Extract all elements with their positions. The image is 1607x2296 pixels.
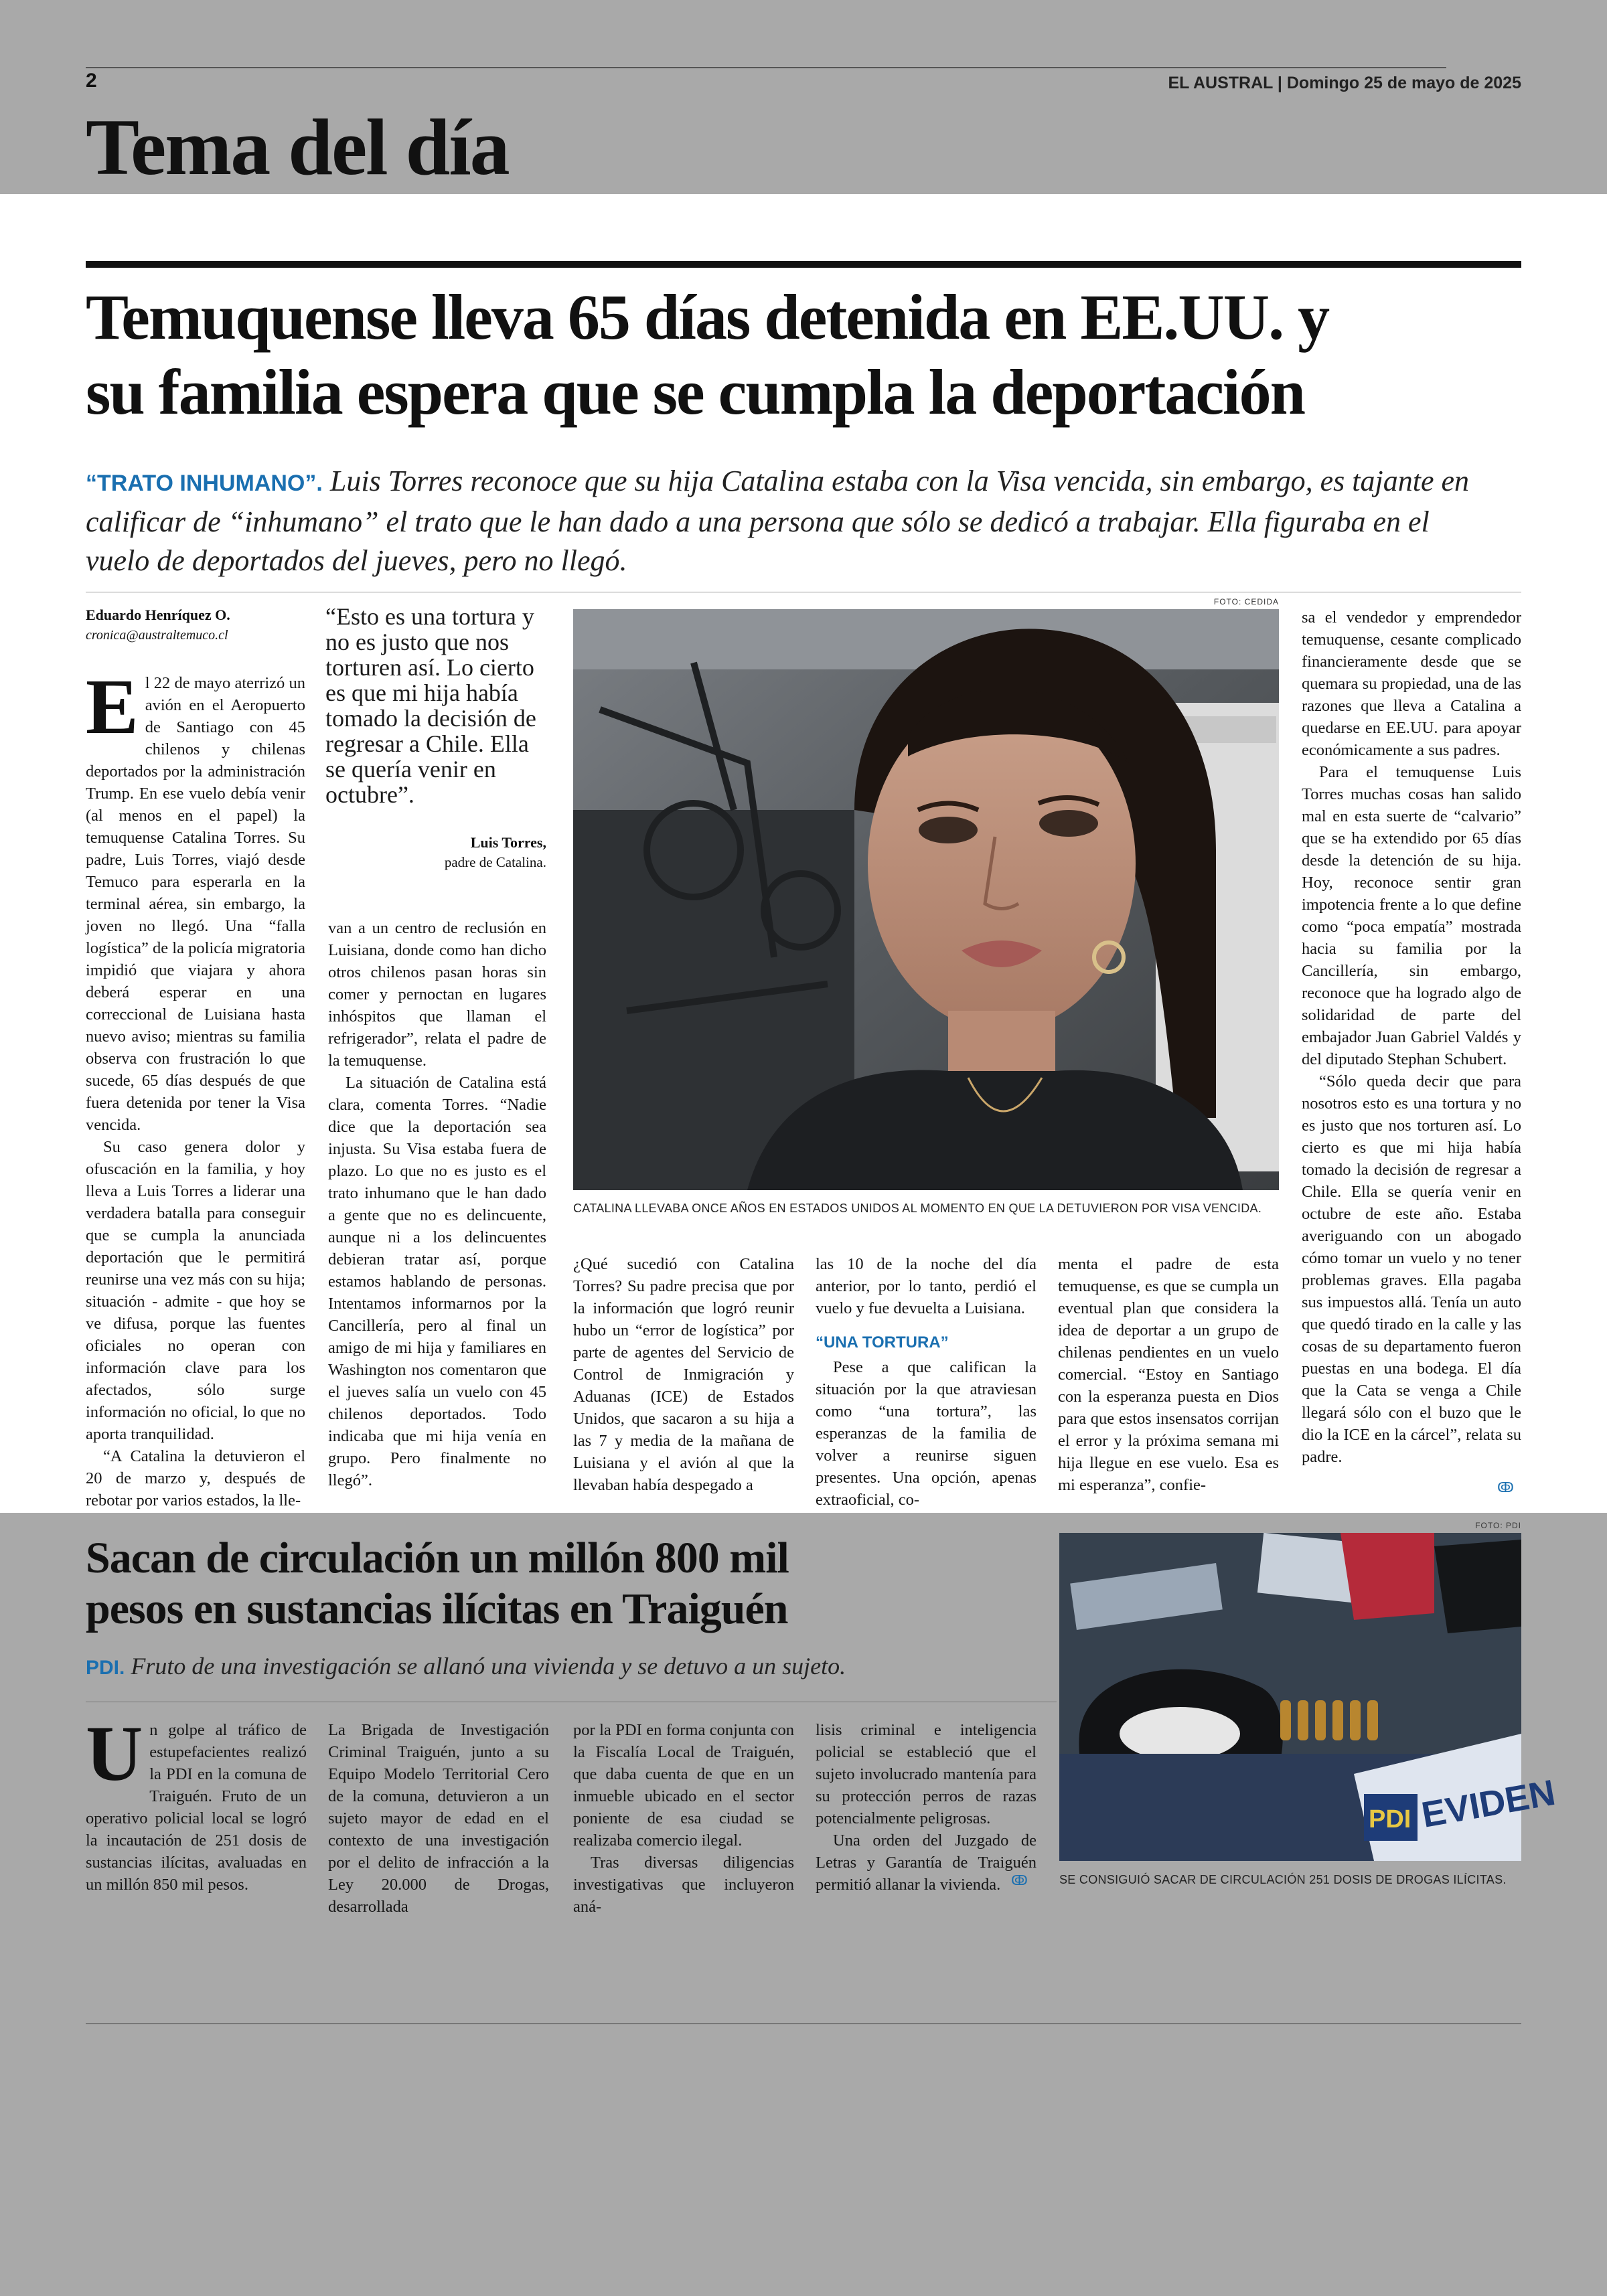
main-col2-p1: van a un centro de reclusión en Luisiana, donde como han dicho otros chilenos pasan horas sin comer y pernoctan en lugares inhóspitos que llaman el refrigerador”, relata el padre de la temuquense. <box>328 919 546 1070</box>
main-lead-text: Luis Torres reconoce que su hija Catalina estaba con la Visa vencida, sin embargo, es tajante en calificar de “inhumano” el trato que le han dado a una persona que sólo se dedicó a trabajar. Ella figuraba en el vuelo de deportados del jueves, pero no llegó. <box>86 465 1470 577</box>
second-col1-text: n golpe al tráfico de estupefacientes realizó la PDI en la comuna de Traiguén. Fruto de un operativo policial local se logró la incautación de 251 dosis de sustancias ilícitas, avaluadas en un millón 850 mil pesos. <box>86 1721 307 1894</box>
main-col4-subhead: “UNA TORTURA” <box>816 1333 949 1351</box>
main-headline-line1: Temuquense lleva 65 días detenida en EE.UU. y <box>86 281 1329 353</box>
main-col6-p3: “Sólo queda decir que para nosotros esto es una tortura y no es justo que nos torturen así. Lo cierto es que mi hija había tomado la decisión de regresar a Chile. Ella se quería venir en octubre de este año. Estaba averiguando con un abogado cómo tomar un vuelo y no tener problemas graves. Ella pagaba sus impuestos allá. Tenía un auto que quedó tirado en la calle y las cosas de su departamento fueron puestas en una bodega. El día que la Cata se venga a Chile llegará sólo con el buzo que le dio la ICE en la cárcel”, relata su padre. <box>1302 1072 1521 1466</box>
second-lead-kicker: PDI. <box>86 1657 125 1679</box>
second-column-2 <box>328 1719 549 1918</box>
main-col2-p2: La situación de Catalina está clara, comenta Torres. “Nadie dice que la deportación sea injusta. Su Visa estaba fuera de plazo. Lo que no es justo es el trato inhumano que le han dado a gente que no es delincuente, aunque ni a los delincuentes debieran tratar así, porque estamos hablando de personas. Intentamos informarnos por la Cancillería, pero al final un amigo de mi hija y familiares en Washington nos comentaron que el jueves salía un vuelo con 45 chilenos deportados. Todo indicaba que mi hija venía en grupo. Pero finalmente no llegó”. <box>328 1074 546 1489</box>
second-photo-illustration <box>1059 1533 1559 1861</box>
second-col3-p1: por la PDI en forma conjunta con la Fiscalía Local de Traiguén, que daba cuenta de que en un inmueble ubicado en el sector poniente de esa ciudad se realizaba comercio ilegal. <box>573 1721 794 1850</box>
main-lead-kicker: “TRATO INHUMANO”. <box>86 471 323 496</box>
second-photo-credit: FOTO: PDI <box>1475 1521 1521 1530</box>
second-lead-text: Fruto de una investigación se allanó una vivienda y se detuvo a un sujeto. <box>131 1653 846 1679</box>
byline <box>86 606 287 643</box>
pull-quote-author: Luis Torres, <box>470 834 546 851</box>
main-col3-p1: ¿Qué sucedió con Catalina Torres? Su padre precisa que por la información que logró reunir hubo un “error de logística” por parte de agentes del Servicio de Control de Inmigración y Aduanas (ICE) de Estados Unidos, que sacaron a su hija a las 7 y media de la mañana de Luisiana y el avión al que la llevaban había despegado a <box>573 1255 794 1494</box>
second-lead <box>86 1651 1063 1684</box>
main-col1-p2: Su caso genera dolor y ofuscación en la familia, y hoy lleva a Luis Torres a liderar una verdadera batalla para conseguir que se cumpla la anunciada deportación que le permitirá reunirse una vez más con su hija; situación - admite - que hoy se ve difusa, porque las fuentes oficiales no operan con información clave para los afectados, sólo surge información no oficial, lo que no aporta tranquilidad. <box>86 1138 305 1443</box>
main-col4-p2: Pese a que califican la situación por la que atraviesan como “una tortura”, las esperanzas de la familia de volver a reunirse siguen presentes. Una opción, apenas extraoficial, co- <box>816 1358 1037 1509</box>
main-photo-credit: FOTO: CEDIDA <box>1213 597 1279 606</box>
main-col4-p1: las 10 de la noche del día anterior, por lo tanto, perdió el vuelo y fue devuelta a Luisiana. <box>816 1255 1037 1317</box>
pull-quote-role: padre de Catalina. <box>444 854 546 870</box>
main-photo-caption: CATALINA LLEVABA ONCE AÑOS EN ESTADOS UNIDOS AL MOMENTO EN QUE LA DETUVIERON POR VISA VENCIDA. <box>573 1202 1262 1215</box>
end-of-article-icon: ↂ <box>1497 1479 1514 1495</box>
second-photo-caption: SE CONSIGUIÓ SACAR DE CIRCULACIÓN 251 DOSIS DE DROGAS ILÍCITAS. <box>1059 1873 1507 1886</box>
main-photo <box>573 609 1279 1190</box>
second-col2-text: La Brigada de Investigación Criminal Traiguén, junto a su Equipo Modelo Territorial Cero de la comuna, detuvieron a un sujeto mayor de edad en el contexto de una investigación por el delito de infracción a la Ley 20.000 de Drogas, desarrollada <box>328 1721 549 1916</box>
main-column-2 <box>328 917 546 1499</box>
second-col4-p2: Una orden del Juzgado de Letras y Garantía de Traiguén permitió allanar la vivienda. <box>816 1831 1037 1894</box>
footer-rule <box>86 2023 1521 2024</box>
second-headline-line1: Sacan de circulación un millón 800 mil <box>86 1534 789 1582</box>
author-email: cronica@australtemuco.cl <box>86 628 228 643</box>
author-name: Eduardo Henríquez O. <box>86 606 230 623</box>
main-lead <box>86 462 1499 580</box>
masthead: EL AUSTRAL | Domingo 25 de mayo de 2025 <box>1168 74 1521 92</box>
second-column-3 <box>573 1719 794 1918</box>
main-col6-p1: sa el vendedor y emprendedor temuquense, cesante complicado financieramente desde que se quemara su propiedad, una de las razones que lleva a Catalina a quedarse en EE.UU. para apoyar económicamente a sus padres. <box>1302 608 1521 759</box>
main-column-1 <box>86 663 305 1509</box>
main-headline-line2: su familia espera que se cumpla la deportación <box>86 356 1304 428</box>
main-headline <box>86 280 1532 430</box>
main-column-4 <box>816 1253 1037 1511</box>
second-column-1 <box>86 1710 307 1896</box>
main-photo-illustration <box>573 609 1279 1190</box>
main-col5-p1: menta el padre de esta temuquense, es que se cumpla un eventual plan que considera la idea de deportar a un grupo de chilenas pendientes en un vuelo comercial. “Estoy en Santiago con la esperanza puesta en Dios para que estos insensatos corrijan el error y la próxima semana mi hija llegue en ese vuelo. Esa es mi esperanza”, confie- <box>1058 1255 1279 1494</box>
main-col6-p2: Para el temuquense Luis Torres muchas cosas han salido mal en esta suerte de “calvario” que se ha extendido por 65 días desde la detención de su hija. Hoy, reconoce sentir gran impotencia frente a lo que define como “poca empatía” mostrada hacia su familia por la Cancillería, sin embargo, reconoce que ha logrado algo de solidaridad de parte del embajador Juan Gabriel Valdés y del diputado Stephan Schubert. <box>1302 763 1521 1068</box>
header-rule <box>86 67 1446 68</box>
main-column-3 <box>573 1253 794 1496</box>
second-col4-p1: lisis criminal e inteligencia policial se estableció que el sujeto involucrado mantenía para su protección perros de razas potencialmente peligrosas. <box>816 1721 1037 1827</box>
article-top-rule <box>86 261 1521 268</box>
section-title: Tema del día <box>86 102 509 191</box>
second-photo-badge: PDI <box>1369 1805 1411 1833</box>
page-number: 2 <box>86 70 97 92</box>
second-photo <box>1059 1533 1559 1861</box>
second-col3-p2: Tras diversas diligencias investigativas que incluyeron aná- <box>573 1854 794 1916</box>
pull-quote-box <box>325 604 546 871</box>
second-end-of-article-icon: ↂ <box>1011 1872 1028 1888</box>
second-photo-evidence-text: EVIDEN <box>1418 1772 1559 1835</box>
second-column-4 <box>816 1719 1037 1896</box>
second-headline-line2: pesos en sustancias ilícitas en Traiguén <box>86 1584 788 1633</box>
pull-quote: “Esto es una tortura y no es justo que nos torturen así. Lo cierto es que mi hija había tomado la decisión de regresar a Chile. Ella se quería venir en octubre”. <box>325 603 536 808</box>
main-col1-p1: l 22 de mayo aterrizó un avión en el Aeropuerto de Santiago con 45 chilenos y chilenas deportados por la administración Trump. En ese vuelo debía venir (al menos en el papel) la temuquense Catalina Torres. Su padre, Luis Torres, viajó desde Temuco para esperarla en la terminal aérea, sin embargo, la joven no llegó. Una “falla logística” de la policía migratoria impidió que viajara y ahora deberá esperar en una correccional de Luisiana hasta nuevo aviso; mientras su familia observa con frustración lo que sucede, 65 días después de que fuera detenida por tener la Visa vencida. <box>86 674 305 1134</box>
main-col1-p3: “A Catalina la detuvieron el 20 de marzo y, después de rebotar por varios estados, la lle- <box>86 1447 305 1509</box>
main-column-6 <box>1302 606 1521 1503</box>
main-dropcap: E <box>86 663 139 750</box>
second-headline <box>86 1533 1023 1635</box>
second-dropcap: U <box>86 1710 143 1797</box>
main-column-5 <box>1058 1253 1279 1496</box>
